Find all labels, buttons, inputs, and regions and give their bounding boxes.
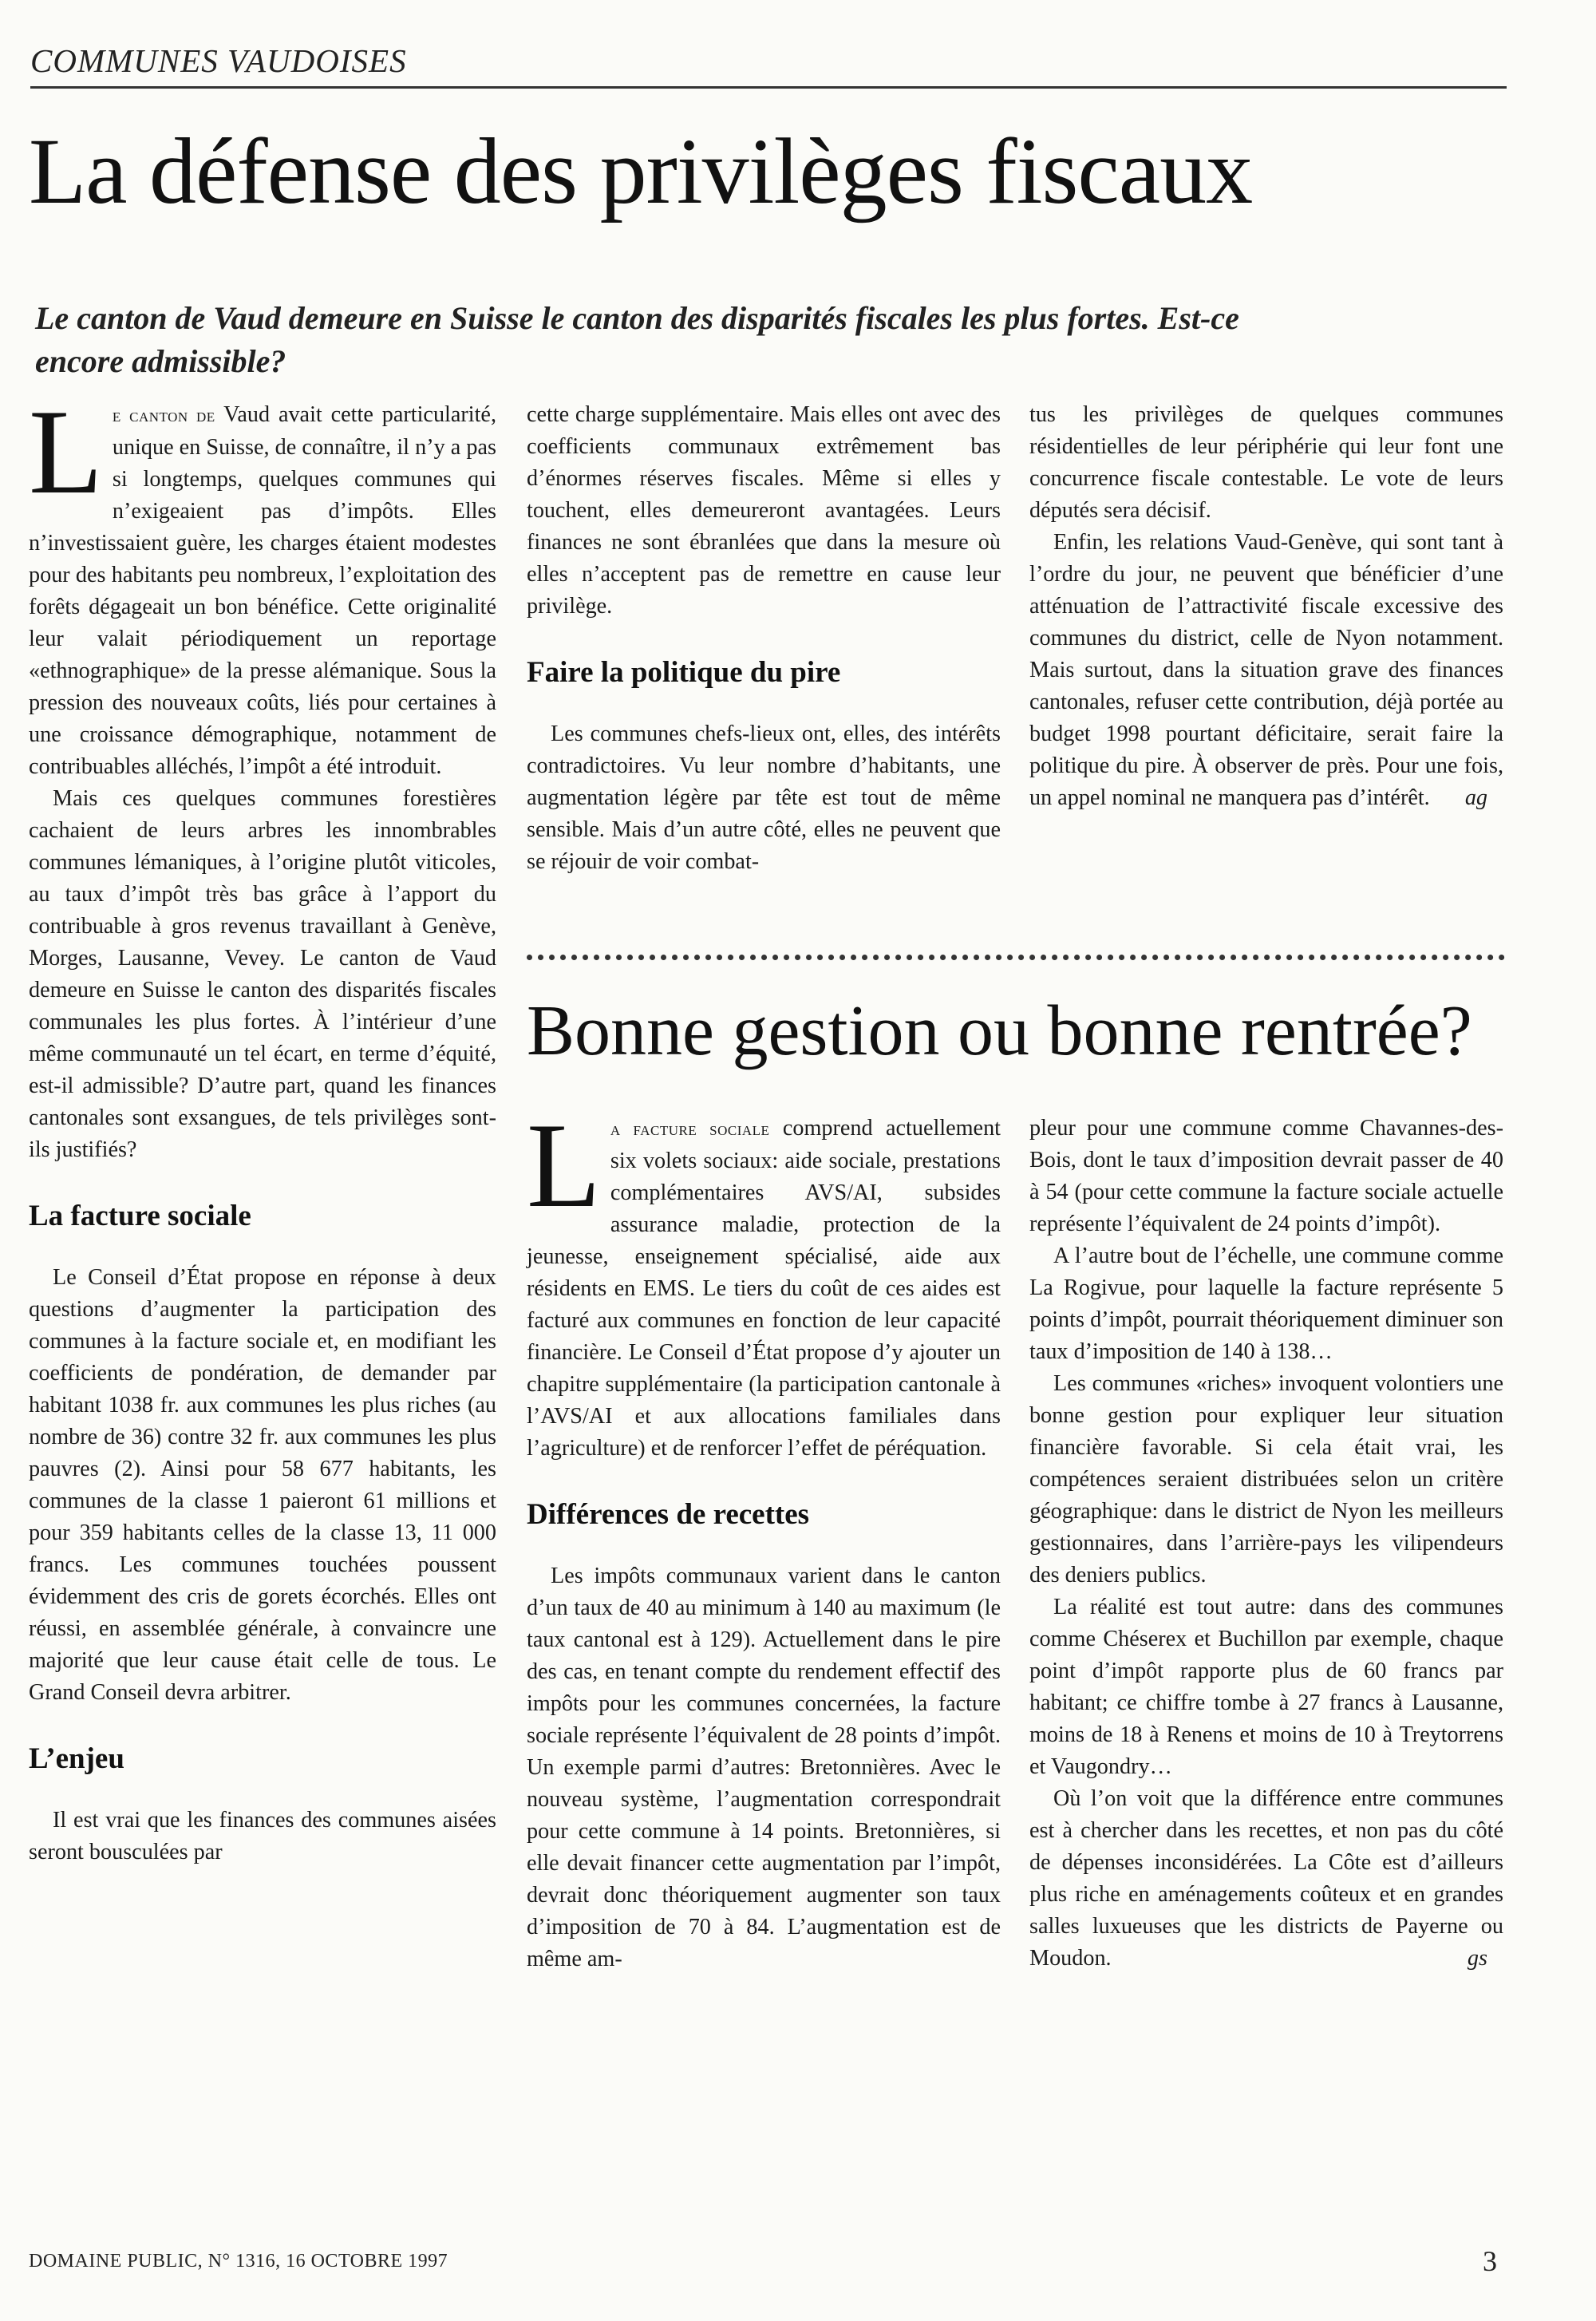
- article-1-paragraph: Les communes chefs-lieux ont, elles, des intérêts contradictoires. Vu leur nombre d’habitants, une augmentation légère par tête est tout de même sensible. Mais d’un autre côté, elles ne peuvent que se réjouir de voir combat-: [527, 722, 1001, 874]
- article-2-paragraph: pleur pour une commune comme Chavannes-des-Bois, dont le taux d’imposition devrait passer de 40 à 54 (pour cette commune la facture sociale actuelle représente l’équivalent de 24 points d’impôt).: [1029, 1116, 1503, 1236]
- article-2-intro-text: comprend actuellement six volets sociaux: aide sociale, prestations complémentaires AVS/AI, subsides assurance maladie, protection de la jeunesse, enseignement spécialisé, aide aux résidents en EMS. Le tiers du coût de ces aides est facturé aux communes en fonction de leur capacité financière. Le Conseil d’État propose d’y ajouter un chapitre supplémentaire (la participation cantonale à l’AVS/AI et aux allocations familiales dans l’agriculture) et de renforcer l’effet de péréquation.: [527, 1116, 1001, 1461]
- article-2-paragraph: La réalité est tout autre: dans des communes comme Chéserex et Buchillon par exemple, chaque point d’impôt rapporte plus de 60 francs par habitant; ce chiffre tombe à 27 francs à Lausanne, moins de 18 à Renens et moins de 10 à Treytorrens et Vaugondry…: [1029, 1595, 1503, 1779]
- article-2-paragraph: A l’autre bout de l’échelle, une commune comme La Rogivue, pour laquelle la facture représente 5 points d’impôt, pourrait théoriquement diminuer son taux d’imposition de 140 à 138…: [1029, 1244, 1503, 1364]
- article-1-column-3: [1029, 399, 1503, 814]
- article-1-column-2: [527, 399, 1001, 878]
- article-2-final-text: Où l’on voit que la différence entre communes est à chercher dans les recettes, et non pas du côté de dépenses inconsidérées. La Côte est d’ailleurs plus riche en aménagements coûteux et en grandes salles luxueuses que les districts de Payerne ou Moudon.: [1029, 1786, 1503, 1971]
- subheading-differences-recettes: Différences de recettes: [527, 1498, 810, 1531]
- article-2-paragraph: Les impôts communaux varient dans le canton d’un taux de 40 au minimum à 140 au maximum (le taux cantonal est à 129). Actuellement dans le pire des cas, en tenant compte du rendement effectif des impôts pour les communes concernées, la facture sociale représente l’équivalent de 28 points d’impôt. Un exemple parmi d’autres: Bretonnières. Avec le nouveau système, l’augmentation correspondrait pour cette commune à 14 points. Bretonnières, si elle devait financer cette augmentation par l’impôt, devrait donc théoriquement augmenter son taux d’imposition de 70 à 84. L’augmentation est de même am-: [527, 1564, 1001, 1971]
- article-2-dropcap: L: [527, 1098, 601, 1232]
- subheading-politique-du-pire: Faire la politique du pire: [527, 656, 841, 689]
- article-1-dropcap: L: [29, 385, 103, 519]
- article-1-intro-paragraph: [29, 385, 496, 783]
- article-1-title: La défense des privilèges fiscaux: [29, 119, 1253, 223]
- article-2-paragraph: Les communes «riches» invoquent volontiers une bonne gestion pour expliquer leur situation financière favorable. Si cela était vrai, les compétences seraient distribuées selon un critère géographique: dans le district de Nyon les meilleurs gestionnaires, dans l’arrière-pays les vilipendeurs des deniers publics.: [1029, 1371, 1503, 1588]
- article-2-column-1: [527, 1098, 1001, 1975]
- article-1-lead: Le canton de Vaud demeure en Suisse le canton des disparités fiscales les plus fortes. Est-ce encore admissible?: [35, 300, 1239, 379]
- article-1-final-text: Enfin, les relations Vaud-Genève, qui sont tant à l’ordre du jour, ne peuvent que bénéficier d’une atténuation de l’attractivité fiscale excessive des communes du district, celle de Nyon notamment. Mais surtout, dans la situation grave des finances cantonales, refuser cette contribution, déjà portée au budget 1998 pourtant déficitaire, serait faire la politique du pire. À observer de près. Pour une fois, un appel nominal ne manquera pas d’intérêt.: [1029, 530, 1503, 810]
- header-rule: [30, 86, 1507, 89]
- article-1-column-1: [29, 385, 496, 1868]
- article-1-paragraph: cette charge supplémentaire. Mais elles ont avec des coefficients communaux extrêmement bas d’énormes réserves fiscales. Même si elles y touchent, elles demeureront avantagées. Leurs finances ne sont ébranlées que dans la mesure où elles n’acceptent pas de remettre en cause leur privilège.: [527, 402, 1001, 619]
- section-rubric: COMMUNES VAUDOISES: [30, 42, 407, 79]
- article-2-column-2: [1029, 1113, 1503, 1975]
- article-1-paragraph: Mais ces quelques communes forestières cachaient de leurs arbres les innombrables communes lémaniques, à l’origine plutôt viticoles, au taux d’impôt très bas grâce à l’apport du contribuable à gros revenus travaillant à Genève, Morges, Lausanne, Vevey. Le canton de Vaud demeure en Suisse le canton des disparités fiscales communales les plus fortes. À l’intérieur d’une même communauté un tel écart, en terme d’équité, est-il admissible? D’autre part, quand les finances cantonales sont exsangues, de tels privilèges sont-ils justifiés?: [29, 786, 496, 1162]
- article-1-paragraph: Le Conseil d’État propose en réponse à deux questions d’augmenter la participation des communes à la facture sociale et, en modifiant les coefficients de pondération, de demander par habitant 1038 fr. aux communes les plus riches (au nombre de 36) contre 32 fr. aux communes les plus pauvres (2). Ainsi pour 58 677 habitants, les communes de la classe 1 paieront 61 millions et pour 359 habitants celles de la classe 13, 11 000 francs. Les communes touchées poussent évidemment des cris de gorets écorchés. Elles ont réussi, en assemblée générale, à convaincre une majorité que leur cause était celle de tous. Le Grand Conseil devra arbitrer.: [29, 1265, 496, 1705]
- publication-footer: DOMAINE PUBLIC, N° 1316, 16 OCTOBRE 1997: [29, 2251, 448, 2272]
- article-2-signature: gs: [1467, 1946, 1487, 1971]
- article-1-paragraph: [1029, 527, 1503, 814]
- article-1-paragraph: tus les privilèges de quelques communes résidentielles de leur périphérie qui leur font une concurrence fiscale contestable. Le vote de leurs députés sera décisif.: [1029, 402, 1503, 523]
- dotted-separator: [527, 955, 1505, 960]
- article-1-intro-text: Vaud avait cette particularité, unique en Suisse, de connaître, il n’y a pas si longtemps, quelques communes qui n’exigeaient pas d’impôts. Elles n’investissaient guère, les charges étaient modestes pour des habitants peu nombreux, l’exploitation des forêts dégageait un bon bénéfice. Cette originalité leur valait périodiquement un reportage «ethnographique» de la presse alémanique. Sous la pression des nouveaux coûts, liés pour certaines à une croissance démographique, notamment de contribuables alléchés, l’impôt a été introduit.: [29, 402, 496, 779]
- subheading-enjeu: L’enjeu: [29, 1742, 124, 1775]
- article-1-signature: ag: [1464, 785, 1487, 810]
- article-2-title: Bonne gestion ou bonne rentrée?: [527, 991, 1472, 1070]
- page-number: 3: [1483, 2245, 1497, 2277]
- article-2-paragraph: [1029, 1783, 1503, 1975]
- article-2-intro-paragraph: [527, 1098, 1001, 1465]
- subheading-facture-sociale: La facture sociale: [29, 1200, 251, 1232]
- article-2-intro-smallcaps: a facture sociale: [610, 1119, 770, 1140]
- article-1-paragraph: Il est vrai que les finances des communes aisées seront bousculées par: [29, 1808, 496, 1864]
- article-1-intro-smallcaps: e canton de: [112, 405, 215, 426]
